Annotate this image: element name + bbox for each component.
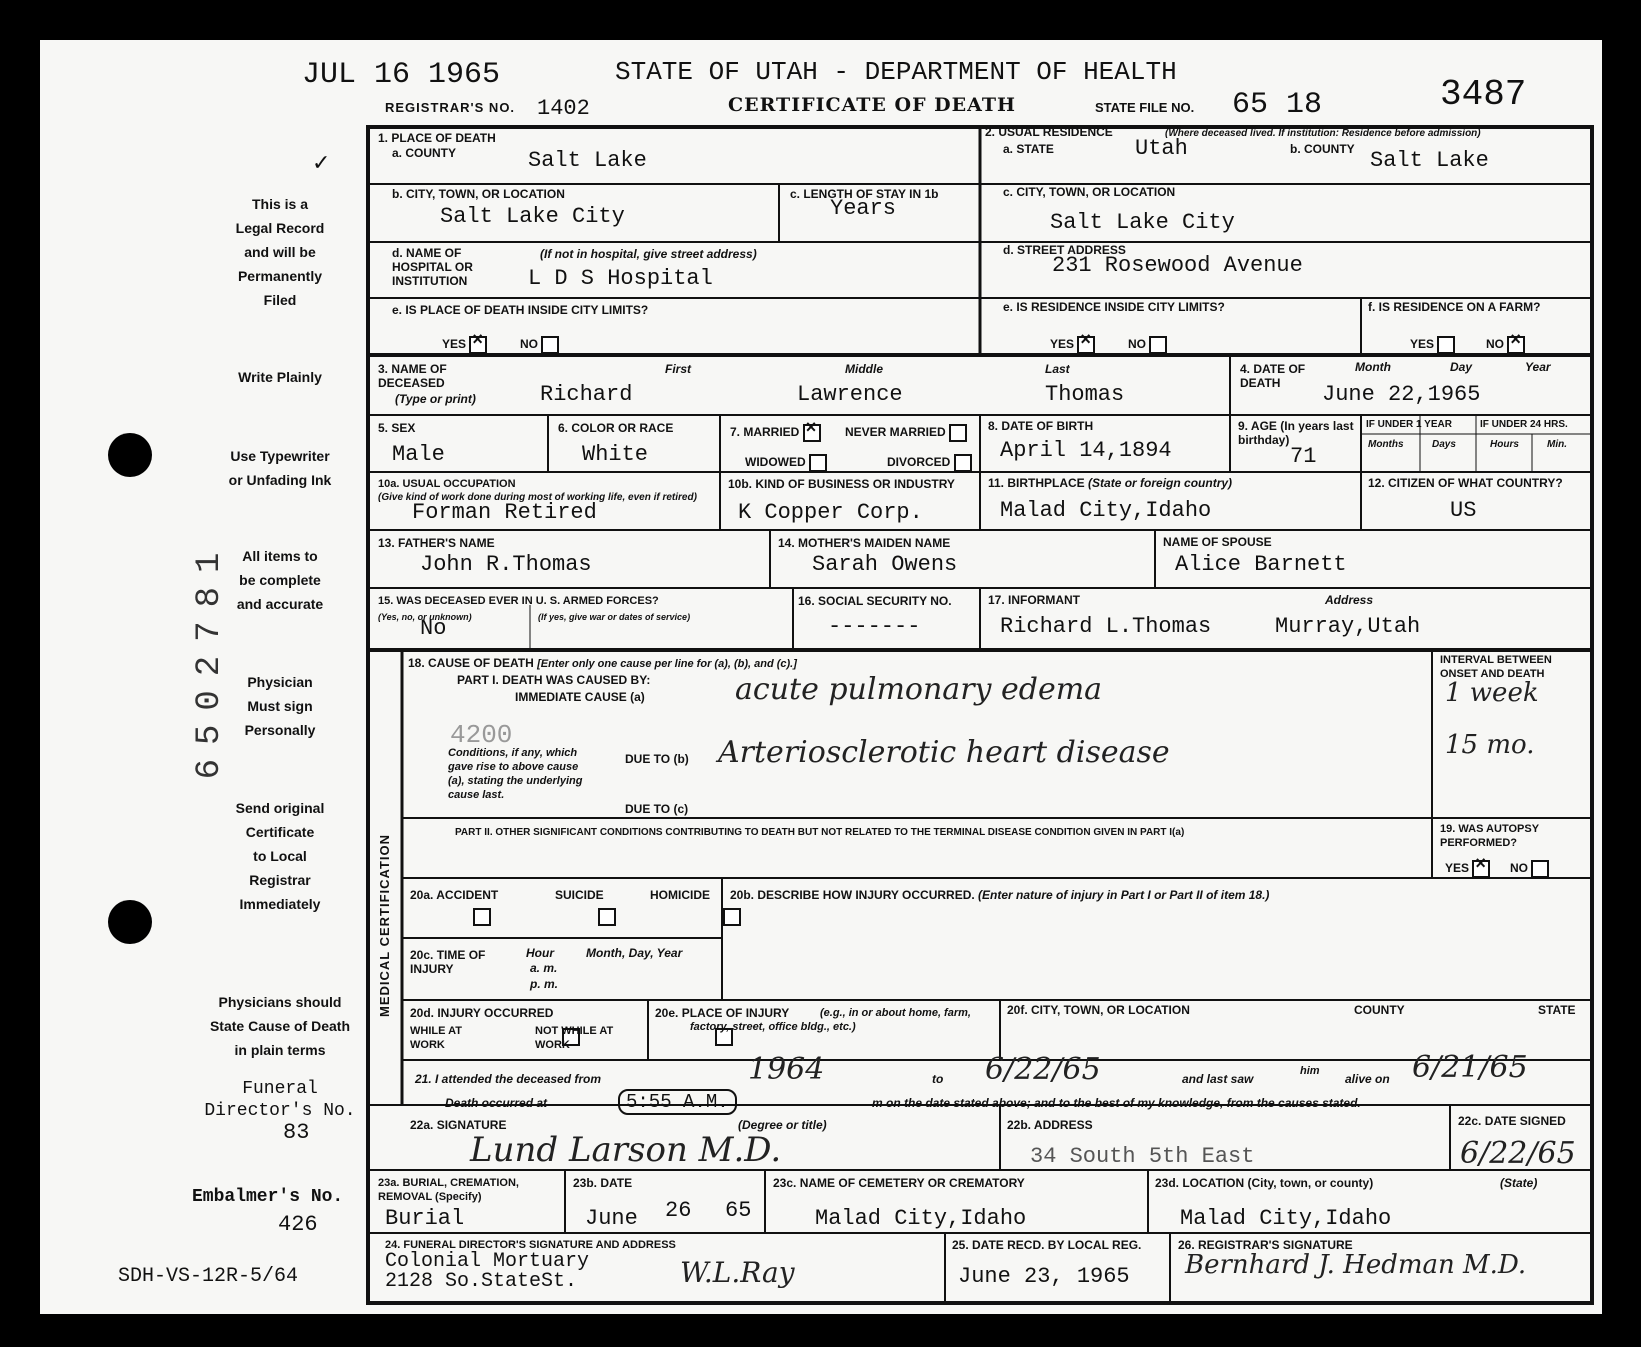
funeral-director-no: 83 <box>283 1120 310 1145</box>
married-option[interactable]: 7. MARRIED × <box>730 424 821 442</box>
corner-number: 3487 <box>1440 74 1527 115</box>
physician-signature: Lund Larson M.D. <box>470 1130 782 1170</box>
father-label: 13. FATHER'S NAME <box>378 536 495 550</box>
write-plainly-note: Write Plainly <box>238 369 322 385</box>
name-sub: (Type or print) <box>395 392 476 406</box>
registrar-sig-label: 26. REGISTRAR'S SIGNATURE <box>1178 1238 1353 1252</box>
hour-heading: Hour <box>526 946 554 960</box>
first-heading: First <box>665 362 692 376</box>
months-heading: Months <box>1368 439 1404 450</box>
autopsy-label: 19. WAS AUTOPSY PERFORMED? <box>1440 823 1539 849</box>
due-to-c-label: DUE TO (c) <box>625 802 689 816</box>
race-value: White <box>582 442 649 467</box>
hospital-value: L D S Hospital <box>528 266 713 291</box>
spouse-label: NAME OF SPOUSE <box>1163 535 1272 549</box>
legal-record-note: This is a Legal Record and will be Permanently Filed <box>235 196 325 308</box>
autopsy-yes[interactable]: YES × <box>1445 860 1490 878</box>
county-label: a. COUNTY <box>392 146 457 160</box>
physician-note: Physician Must sign Personally <box>244 674 316 738</box>
citizen-value: US <box>1450 498 1477 523</box>
registrar-signature: Bernhard J. Hedman M.D. <box>1185 1250 1527 1280</box>
armed-forces-sub2: (If yes, give war or dates of service) <box>538 612 691 622</box>
birth-label: 8. DATE OF BIRTH <box>988 419 1094 433</box>
checkbox-no[interactable] <box>541 336 559 354</box>
occupation-label: 10a. USUAL OCCUPATION <box>378 478 516 490</box>
date-recd-label: 25. DATE RECD. BY LOCAL REG. <box>952 1238 1142 1252</box>
burial-day: 26 <box>665 1198 692 1223</box>
embalmer-label: Embalmer's No. <box>192 1187 344 1207</box>
checkbox-no[interactable] <box>1507 336 1525 354</box>
sex-label: 5. SEX <box>378 421 416 435</box>
not-while-at-work-label: NOT WHILE AT WORK <box>535 1025 614 1051</box>
punch-holes <box>108 433 152 944</box>
degree-label: (Degree or title) <box>738 1118 827 1132</box>
cause-b-value: Arteriosclerotic heart disease <box>718 735 1170 770</box>
residence-city-value: Salt Lake City <box>1050 210 1235 235</box>
year-heading: Year <box>1525 360 1551 374</box>
death-city-value: Salt Lake City <box>440 204 625 229</box>
burial-location-value: Malad City,Idaho <box>1180 1206 1392 1231</box>
interval-label: INTERVAL BETWEEN ONSET AND DEATH <box>1440 654 1552 680</box>
under-24-label: IF UNDER 24 HRS. <box>1480 419 1568 430</box>
date-recd-value: June 23, 1965 <box>958 1264 1130 1289</box>
date-death-label: 4. DATE OF DEATH <box>1240 362 1306 390</box>
physician-address-value: 34 South 5th East <box>1030 1144 1255 1169</box>
alive-on-value: 6/21/65 <box>1412 1050 1528 1085</box>
cemetery-value: Malad City,Idaho <box>815 1206 1027 1231</box>
farm-no[interactable]: NO × <box>1486 336 1525 354</box>
cause-a-value: acute pulmonary edema <box>735 672 1103 707</box>
attended-to-value: 6/22/65 <box>985 1052 1101 1087</box>
mortuary-name: Colonial Mortuary <box>385 1250 590 1273</box>
age-label: 9. AGE (In years last birthday) <box>1238 419 1354 447</box>
inside-city-label: e. IS PLACE OF DEATH INSIDE CITY LIMITS? <box>392 303 649 317</box>
inside-city-no[interactable]: NO <box>520 336 559 354</box>
state-file-label: STATE FILE NO. <box>1095 100 1195 115</box>
ssn-label: 16. SOCIAL SECURITY NO. <box>798 594 952 608</box>
checkbox-never-married[interactable] <box>949 424 967 442</box>
divorced-option[interactable]: DIVORCED <box>887 454 972 472</box>
last-name-value: Thomas <box>1045 382 1125 407</box>
agency-title: STATE OF UTAH - DEPARTMENT OF HEALTH <box>615 57 1177 87</box>
attended-from-value: 1964 <box>748 1052 825 1087</box>
farm-label: f. IS RESIDENCE ON A FARM? <box>1368 300 1541 314</box>
middle-heading: Middle <box>845 362 883 376</box>
hospital-label: d. NAME OF HOSPITAL OR INSTITUTION <box>392 246 473 288</box>
ssn-value: ------- <box>828 614 921 639</box>
age-value: 71 <box>1290 444 1317 469</box>
time-injury-label: 20c. TIME OF INJURY <box>410 948 486 976</box>
stated-text: m on the date stated above; and to the best of my knowledge, from the causes stated. <box>872 1096 1361 1110</box>
part1-label: PART I. DEATH WAS CAUSED BY: <box>457 673 651 687</box>
checkbox-yes[interactable] <box>1077 336 1095 354</box>
registrar-no: 1402 <box>537 96 590 121</box>
death-county-value: Salt Lake <box>528 148 647 173</box>
street-label: d. STREET ADDRESS <box>1003 243 1126 257</box>
hospital-note: (If not in hospital, give street address) <box>540 247 757 261</box>
place-of-death-label: 1. PLACE OF DEATH <box>378 131 496 145</box>
middle-name-value: Lawrence <box>797 382 903 407</box>
checkbox-married[interactable] <box>803 424 821 442</box>
father-value: John R.Thomas <box>420 552 592 577</box>
checkbox-homicide[interactable] <box>723 908 741 926</box>
embalmer-no: 426 <box>278 1212 318 1237</box>
mortuary-address: 2128 So.StateSt. <box>385 1270 578 1293</box>
checkbox-divorced[interactable] <box>954 454 972 472</box>
date-signed-value: 6/22/65 <box>1460 1136 1576 1171</box>
interval-a-value: 1 week <box>1445 678 1539 708</box>
residence-state-value: Utah <box>1135 136 1188 161</box>
month-day-year-heading: Month, Day, Year <box>586 946 683 960</box>
burial-month: June <box>585 1206 638 1231</box>
business-label: 10b. KIND OF BUSINESS OR INDUSTRY <box>728 477 955 491</box>
funeral-director-signature: W.L.Ray <box>680 1256 795 1289</box>
funeral-director-label: Funeral Director's No. <box>204 1079 356 1121</box>
citizen-label: 12. CITIZEN OF WHAT COUNTRY? <box>1368 476 1563 490</box>
alive-on-label: alive on <box>1345 1072 1390 1086</box>
widowed-option[interactable]: WIDOWED <box>745 454 827 472</box>
interval-b-value: 15 mo. <box>1445 730 1535 760</box>
res-inside-yes[interactable]: YES × <box>1050 336 1095 354</box>
informant-address-heading: Address <box>1325 593 1374 607</box>
hours-heading: Hours <box>1490 439 1519 450</box>
form-number: SDH-VS-12R-5/64 <box>118 1265 299 1288</box>
last-saw-label: and last saw <box>1182 1072 1254 1086</box>
armed-forces-value: No <box>420 616 447 641</box>
due-to-b-label: DUE TO (b) <box>625 752 689 766</box>
stay-label: c. LENGTH OF STAY IN 1b <box>790 187 939 201</box>
birthplace-value: Malad City,Idaho <box>1000 498 1212 523</box>
him-label: him <box>1300 1065 1320 1077</box>
describe-injury-label: 20b. DESCRIBE HOW INJURY OCCURRED. (Enter nature of injury in Part I or Part II of item 18.) <box>730 888 1270 902</box>
while-at-work-label: WHILE AT WORK <box>410 1025 462 1051</box>
medical-certification-label: MEDICAL CERTIFICATION <box>377 833 392 1017</box>
cause-label: 18. CAUSE OF DEATH [Enter only one cause per line for (a), (b), and (c).] <box>408 656 797 670</box>
checkbox-yes[interactable] <box>469 336 487 354</box>
send-original-note: Send original Certificate to Local Registrar Immediately <box>235 800 325 912</box>
signature-label: 22a. SIGNATURE <box>410 1118 507 1132</box>
under-1-year-label: IF UNDER 1 YEAR <box>1366 419 1452 430</box>
res-city-label: c. CITY, TOWN, OR LOCATION <box>1003 185 1176 199</box>
city-label: b. CITY, TOWN, OR LOCATION <box>392 187 565 201</box>
death-occurred-label: Death occurred at <box>445 1096 548 1110</box>
checkbox-yes[interactable] <box>1437 336 1455 354</box>
occupation-note: (Give kind of work done during most of working life, even if retired) <box>378 492 697 503</box>
farm-yes[interactable]: YES <box>1410 336 1455 354</box>
days-heading: Days <box>1432 439 1456 450</box>
birth-value: April 14,1894 <box>1000 438 1172 463</box>
check-mark: ✓ <box>312 150 331 175</box>
burial-label: 23a. BURIAL, CREMATION, REMOVAL (Specify) <box>378 1177 519 1203</box>
suicide-label: SUICIDE <box>555 888 604 902</box>
state-cause-note: Physicians should State Cause of Death in plain terms <box>209 994 351 1058</box>
res-county-label: b. COUNTY <box>1290 142 1355 156</box>
registrar-no-label: REGISTRAR'S NO. <box>385 100 516 115</box>
burial-location-label: 23d. LOCATION (City, town, or county) <box>1155 1176 1374 1190</box>
checkbox-no[interactable] <box>1149 336 1167 354</box>
mother-value: Sarah Owens <box>812 552 958 577</box>
city-injury-label: 20f. CITY, TOWN, OR LOCATION <box>1007 1003 1190 1017</box>
funeral-director-sig-label: 24. FUNERAL DIRECTOR'S SIGNATURE AND ADDRESS <box>385 1239 676 1251</box>
place-injury-note: (e.g., in or about home, farm, factory, street, office bldg., etc.) <box>690 1007 971 1033</box>
occupation-value: Forman Retired <box>412 500 597 525</box>
homicide-label: HOMICIDE <box>650 888 710 902</box>
vertical-serial-number: 6502781 <box>191 538 229 780</box>
residence-label: 2. USUAL RESIDENCE <box>985 125 1113 139</box>
am-label: a. m. <box>530 961 558 975</box>
residence-note: (Where deceased lived. If institution: Residence before admission) <box>1165 128 1481 139</box>
state-injury-label: STATE <box>1538 1003 1576 1017</box>
residence-county-value: Salt Lake <box>1370 148 1489 173</box>
checkbox-no[interactable] <box>1531 860 1549 878</box>
race-label: 6. COLOR OR RACE <box>558 421 674 435</box>
first-name-value: Richard <box>540 382 633 407</box>
state-label: a. STATE <box>1003 142 1054 156</box>
checkbox-yes[interactable] <box>1472 860 1490 878</box>
business-value: K Copper Corp. <box>738 500 923 525</box>
state-file-no: 65 18 <box>1232 88 1323 122</box>
cemetery-label: 23c. NAME OF CEMETERY OR CREMATORY <box>773 1176 1025 1190</box>
res-inside-no[interactable]: NO <box>1128 336 1167 354</box>
received-date-stamp: JUL 16 1965 <box>302 58 501 92</box>
burial-year: 65 <box>725 1198 752 1223</box>
injury-occurred-label: 20d. INJURY OCCURRED <box>410 1006 554 1020</box>
state-heading: (State) <box>1500 1176 1538 1190</box>
time-of-death-value: 5:55 A.M. <box>618 1089 737 1115</box>
informant-address-value: Murray,Utah <box>1275 614 1421 639</box>
month-heading: Month <box>1355 360 1391 374</box>
autopsy-no[interactable]: NO <box>1510 860 1549 878</box>
never-married-option[interactable]: NEVER MARRIED <box>845 424 967 442</box>
min-heading: Min. <box>1547 439 1567 450</box>
birthplace-label: 11. BIRTHPLACE (State or foreign country) <box>988 476 1233 490</box>
day-heading: Day <box>1450 360 1473 374</box>
coding-number: 4200 <box>450 720 513 750</box>
date-signed-label: 22c. DATE SIGNED <box>1458 1114 1566 1128</box>
complete-note: All items to be complete and accurate <box>236 548 324 612</box>
conditions-note: Conditions, if any, which gave rise to above cause (a), stating the underlying cause last. <box>448 747 583 801</box>
name-label: 3. NAME OF DECEASED <box>378 362 447 390</box>
stay-value: Years <box>830 196 897 221</box>
inside-city-yes[interactable]: YES × <box>442 336 487 354</box>
spouse-value: Alice Barnett <box>1175 552 1347 577</box>
county-injury-label: COUNTY <box>1354 1003 1405 1017</box>
pm-label: p. m. <box>530 977 559 991</box>
checkbox-widowed[interactable] <box>809 454 827 472</box>
armed-forces-label: 15. WAS DECEASED EVER IN U. S. ARMED FORCES? <box>378 595 659 607</box>
date-death-value: June 22,1965 <box>1322 382 1481 407</box>
ink-note: Use Typewriter or Unfading Ink <box>228 448 332 488</box>
mother-label: 14. MOTHER'S MAIDEN NAME <box>778 536 951 550</box>
checkbox-suicide[interactable] <box>598 908 616 926</box>
to-label: to <box>932 1072 944 1086</box>
street-value: 231 Rosewood Avenue <box>1052 253 1303 278</box>
burial-value: Burial <box>385 1206 465 1231</box>
part2-label: PART II. OTHER SIGNIFICANT CONDITIONS CONTRIBUTING TO DEATH BUT NOT RELATED TO THE TERMINAL DISEASE CONDITION GIVEN IN PART I(a) <box>455 827 1185 838</box>
attended-label: 21. I attended the deceased from <box>415 1072 602 1086</box>
informant-value: Richard L.Thomas <box>1000 614 1212 639</box>
last-heading: Last <box>1045 362 1070 376</box>
res-inside-label: e. IS RESIDENCE INSIDE CITY LIMITS? <box>1003 300 1225 314</box>
armed-forces-sub: (Yes, no, or unknown) <box>378 612 472 622</box>
immediate-cause-label: IMMEDIATE CAUSE (a) <box>515 690 645 704</box>
certificate-title: CERTIFICATE OF DEATH <box>728 94 1016 116</box>
address-label: 22b. ADDRESS <box>1007 1118 1093 1132</box>
burial-date-label: 23b. DATE <box>573 1176 633 1190</box>
informant-label: 17. INFORMANT <box>988 593 1081 607</box>
checkbox-accident[interactable] <box>473 908 491 926</box>
place-injury-label: 20e. PLACE OF INJURY <box>655 1006 790 1020</box>
sex-value: Male <box>392 442 445 467</box>
accident-label: 20a. ACCIDENT <box>410 888 499 902</box>
